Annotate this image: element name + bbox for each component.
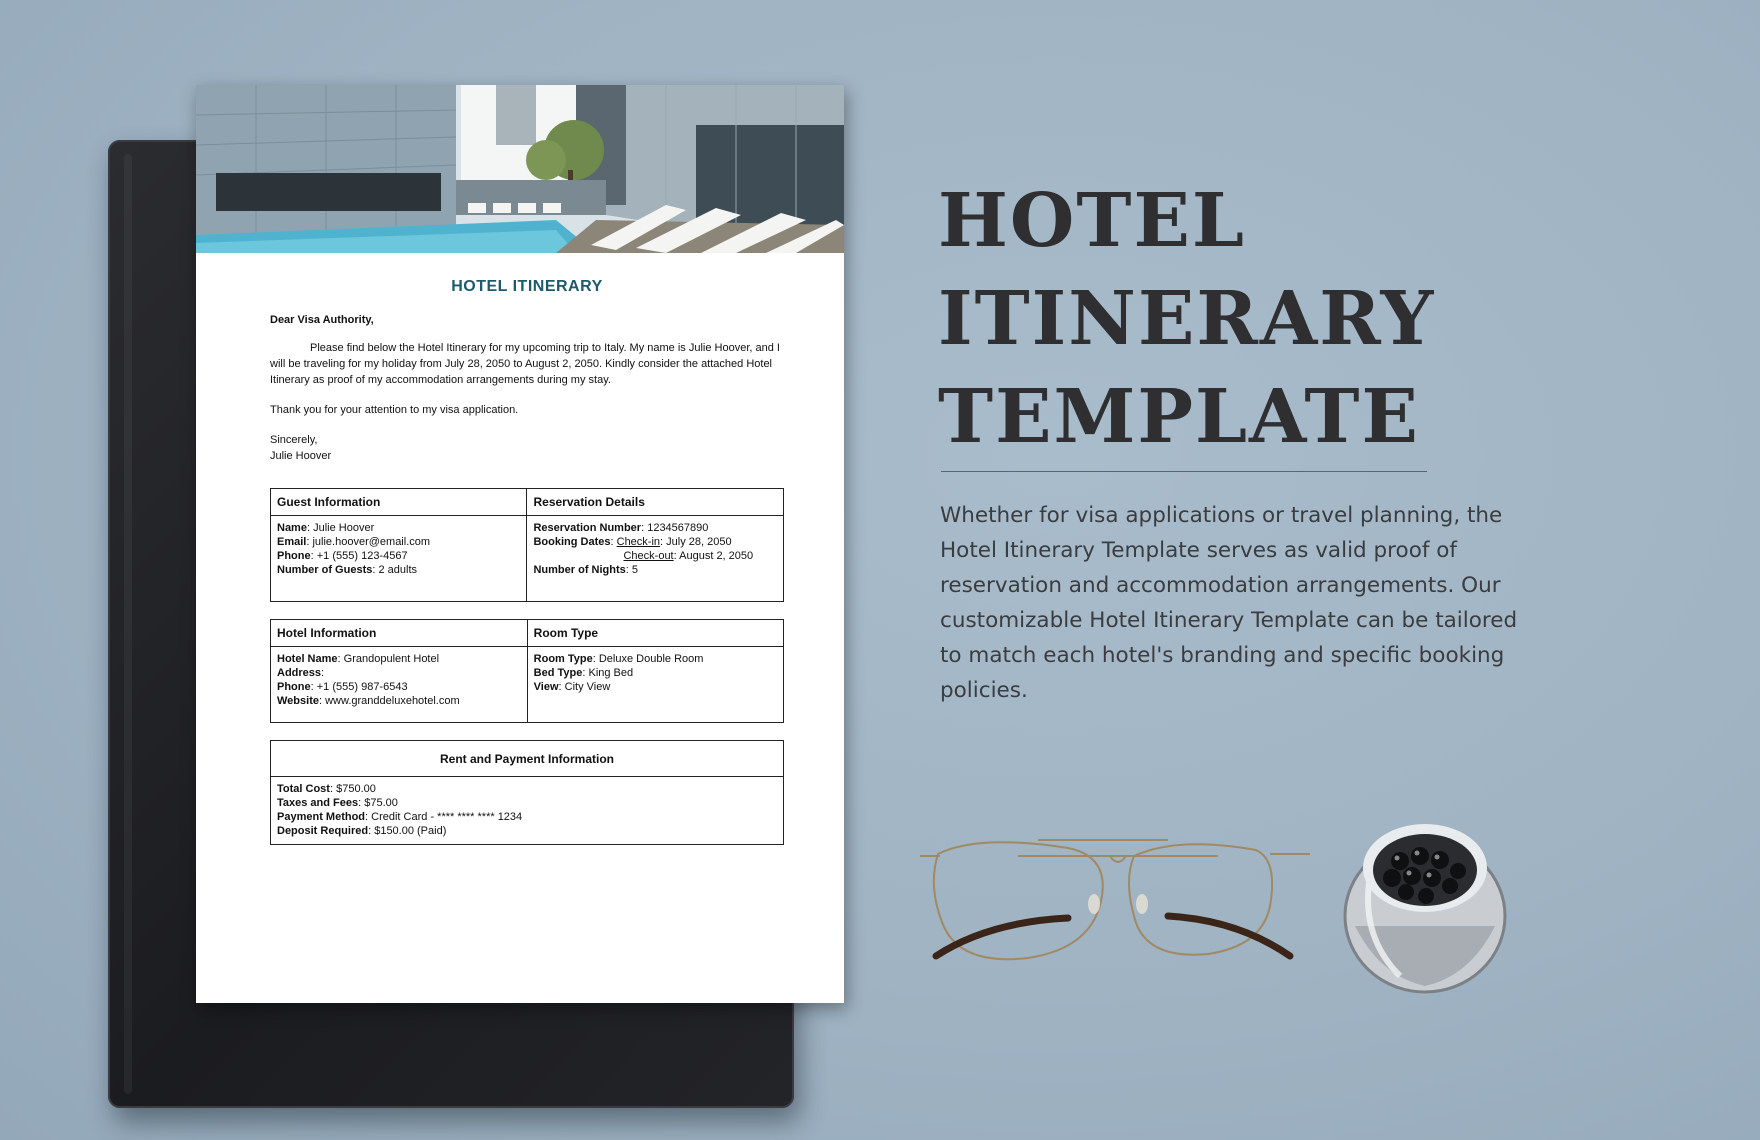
- closing-word: Sincerely,: [270, 434, 318, 446]
- hotel-phone-label: Phone: [277, 681, 311, 693]
- hotel-info-heading: Hotel Information: [271, 620, 528, 647]
- taxes-fees: $75.00: [364, 797, 398, 809]
- guest-email-label: Email: [277, 536, 307, 548]
- guest-info-heading: Guest Information: [271, 489, 527, 516]
- guest-phone-label: Phone: [277, 550, 311, 562]
- room-type-cell: Room Type: Deluxe Double Room Bed Type: King Bed View: City View: [527, 647, 783, 723]
- guest-name: Julie Hoover: [313, 522, 375, 534]
- total-cost: $750.00: [336, 783, 376, 795]
- payment-method: Credit Card - **** **** **** 1234: [371, 811, 523, 823]
- reservation-cell: Reservation Number: 1234567890 Booking Dates: Check-in: July 28, 2050 Check-out: August 2, 2050 Number of Nights: 5: [527, 516, 784, 602]
- signature-name: Julie Hoover: [270, 450, 332, 462]
- nights-count: 5: [631, 564, 639, 576]
- payment-heading: Rent and Payment Information: [271, 741, 784, 777]
- deposit-label: Deposit Required: [277, 825, 369, 837]
- salutation: Dear Visa Authority,: [270, 314, 374, 326]
- guest-reservation-table: [270, 488, 784, 602]
- promo-description: Whether for visa applications or travel planning, the Hotel Itinerary Template serves as valid proof of reservation and accommodation arrangements. Our customizable Hotel Itinerary Template can be tailored to match each hotel's branding and specific booking policies.: [940, 503, 1518, 703]
- itinerary-document: [196, 85, 844, 1003]
- reservation-heading: Reservation Details: [527, 489, 784, 516]
- room-view: City View: [564, 681, 611, 693]
- room-type: Deluxe Double Room: [598, 653, 704, 665]
- pushpin-jar-icon: [1340, 816, 1510, 1001]
- bed-type: King Bed: [588, 667, 634, 679]
- eyeglasses-icon: [918, 826, 1318, 991]
- guest-phone: +1 (555) 123-4567: [316, 550, 408, 562]
- booking-dates-label: Booking Dates: [533, 536, 611, 548]
- hotel-room-table: [270, 619, 784, 723]
- closing: [270, 432, 784, 464]
- hotel-info-cell: Hotel Name: Grandopulent Hotel Address: Phone: +1 (555) 987-6543 Website: www.granddeluxehotel.com: [271, 647, 528, 723]
- hotel-website-label: Website: [277, 695, 319, 707]
- headline-divider: [941, 471, 1427, 472]
- folder-spine: [124, 154, 132, 1094]
- thanks-line: Thank you for your attention to my visa application.: [270, 404, 519, 416]
- guest-info-cell: Name: Julie Hoover Email: julie.hoover@email.com Phone: +1 (555) 123-4567 Number of Guests: 2 adults: [271, 516, 527, 602]
- reservation-number-label: Reservation Number: [533, 522, 642, 534]
- hotel-phone: +1 (555) 987-6543: [316, 681, 408, 693]
- guest-count-label: Number of Guests: [277, 564, 373, 576]
- taxes-label: Taxes and Fees: [277, 797, 359, 809]
- deposit-required: $150.00 (Paid): [374, 825, 447, 837]
- headline-line-1: HOTEL: [938, 178, 1246, 264]
- payment-cell: Total Cost: $750.00 Taxes and Fees: $75.00 Payment Method: Credit Card - **** **** **** 1234 Deposit Required: $150.00 (Paid): [271, 777, 784, 845]
- total-cost-label: Total Cost: [277, 783, 330, 795]
- checkin-label: Check-in: [616, 536, 661, 548]
- nights-label: Number of Nights: [533, 564, 626, 576]
- guest-email: julie.hoover@email.com: [312, 536, 431, 548]
- hotel-pool-photo: [196, 85, 844, 253]
- hotel-address-label: Address: [277, 667, 322, 679]
- guest-count: 2 adults: [378, 564, 418, 576]
- reservation-number: 1234567890: [647, 522, 709, 534]
- bed-type-label: Bed Type: [533, 667, 583, 679]
- guest-name-label: Name: [277, 522, 307, 534]
- hotel-name-label: Hotel Name: [277, 653, 338, 665]
- promo-headline: [938, 172, 1435, 466]
- view-label: View: [533, 681, 559, 693]
- payment-table: [270, 740, 784, 845]
- letter-body: Please find below the Hotel Itinerary for my upcoming trip to Italy. My name is Julie Hoover, and I will be traveling for my holiday from July 28, 2050 to August 2, 2050. Kindly consider the attached Hotel Itinerary as proof of my accommodation arrangements during my stay.: [270, 342, 780, 386]
- room-type-heading: Room Type: [527, 620, 783, 647]
- room-type-label: Room Type: [533, 653, 593, 665]
- document-title: HOTEL ITINERARY: [451, 278, 603, 295]
- document-body: [270, 253, 784, 845]
- headline-line-3: TEMPLATE: [938, 374, 1420, 460]
- hotel-name: Grandopulent Hotel: [343, 653, 440, 665]
- headline-line-2: ITINERARY: [938, 276, 1436, 362]
- hotel-website: www.granddeluxehotel.com: [325, 695, 460, 707]
- checkout-date: August 2, 2050: [679, 550, 754, 562]
- payment-method-label: Payment Method: [277, 811, 366, 823]
- checkin-date: July 28, 2050: [666, 536, 732, 548]
- checkout-label: Check-out: [623, 550, 674, 562]
